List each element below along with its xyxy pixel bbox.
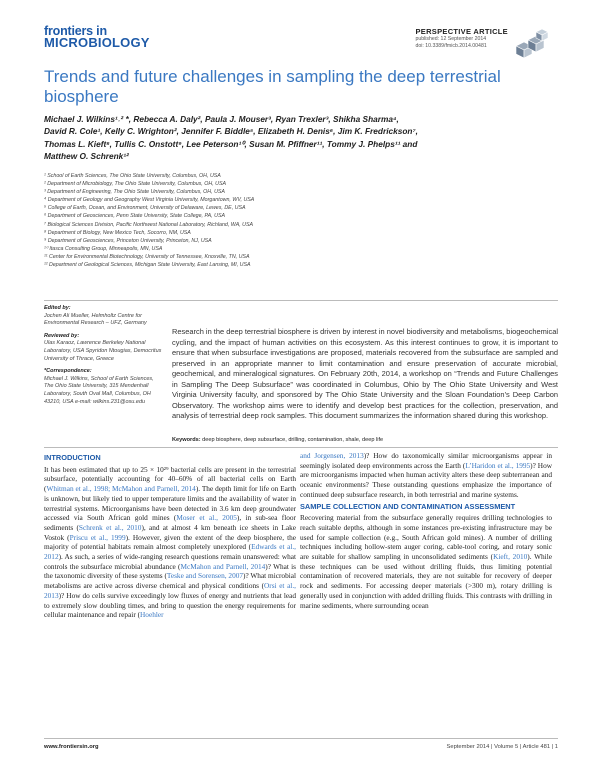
- section-heading-introduction: INTRODUCTION: [44, 453, 101, 462]
- affiliation: ³ Department of Engineering, The Ohio State University, Columbus, OH, USA: [44, 189, 225, 196]
- affiliation: ⁹ Department of Geosciences, Princeton University, Princeton, NJ, USA: [44, 237, 212, 244]
- citation-link[interactable]: Kieft, 2010: [493, 552, 528, 562]
- citation-link[interactable]: L’Haridon et al., 1995: [465, 460, 531, 470]
- article-meta: [415, 27, 508, 50]
- citation-link[interactable]: Edwards et al., 2012: [44, 542, 296, 562]
- keywords-label: Keywords:: [172, 437, 201, 443]
- divider: [44, 738, 558, 739]
- abstract: Research in the deep terrestrial biosphere is driven by interest in novel biodiversity and metabolisms, biogeochemical cycling, and the impact of human activities on this ecosystem. As this interest continues to grow, it is important to ensure that when subsurface investigations are proposed, materials recovered from the subsurface are sampled and preserved in an appropriate manner to limit contamination and ensure preservation of accurate microbial, geochemical, and mineralogical signatures. On February 20th, 2014, a workshop on “Trends and Future Challenges in Sampling The Deep Subsurface” was coordinated in Columbus, Ohio by The Ohio State University and West Virginia University faculty, and sponsored by The Ohio State University and the Sloan Foundation’s Deep Carbon Observatory. The workshop aims were to identify and develop best practices for the collection, preservation, and analysis of terrestrial deep rock samples. This document summarizes the information shared during this workshop.: [172, 327, 558, 420]
- journal-name-line1: frontiers in: [44, 24, 107, 38]
- affiliation: ⁶ Department of Geosciences, Penn State University, State College, PA, USA: [44, 213, 226, 220]
- reviewed-by-text: Ulas Karaoz, Lawrence Berkeley National Laboratory, USA Spyridon Ntougias, Democritus University of Thrace, Greece: [44, 340, 162, 362]
- journal-logo: [44, 26, 150, 49]
- correspondence-label: *Correspondence:: [44, 368, 92, 375]
- keywords: [172, 437, 558, 443]
- published-date: published: 12 September 2014: [415, 36, 487, 42]
- edited-by-text: Jochen Ali Mueller, Helmholtz Centre for Environmental Research – UFZ, Germany: [44, 312, 147, 327]
- article-title: Trends and future challenges in sampling the deep terrestrial biosphere: [44, 67, 501, 106]
- author-list: [44, 113, 544, 163]
- affiliation: ⁴ Department of Geology and Geography West Virginia University, Morgantown, WV, USA: [44, 197, 255, 204]
- author-line: Michael J. Wilkins¹˒² *, Rebecca A. Daly², Paula J. Mouser³, Ryan Trexler³, Shikha Sharma⁴,: [44, 114, 399, 124]
- citation-link[interactable]: Schrenk et al., 2010: [78, 522, 142, 532]
- affiliation: ² Department of Microbiology, The Ohio State University, Columbus, OH, USA: [44, 181, 227, 188]
- author-line: Thomas L. Kieft⁸, Tullis C. Onstott⁹, Lee Peterson¹⁰, Susan M. Pfiffner¹¹, Tommy J. Phelps¹¹ and: [44, 138, 418, 149]
- divider: [44, 447, 558, 448]
- affiliation: ⁵ College of Earth, Ocean, and Environment, University of Delaware, Lewes, DE, USA: [44, 205, 246, 212]
- citation-link[interactable]: and Jorgensen, 2013: [300, 451, 364, 460]
- affiliation: ⁸ Department of Biology, New Mexico Tech, Socorro, NM, USA: [44, 229, 191, 236]
- citation-link[interactable]: Priscu et al., 1999: [69, 532, 126, 542]
- edited-by-label: Edited by:: [44, 305, 71, 311]
- affiliation: ⁷ Biological Sciences Division, Pacific Northwest National Laboratory, Richland, WA, USA: [44, 221, 254, 228]
- reviewed-by-label: Reviewed by:: [44, 332, 80, 339]
- citation-link[interactable]: Moser et al., 2005: [176, 513, 237, 523]
- affiliation: ¹¹ Center for Environmental Biotechnology, University of Tennessee, Knoxville, TN, USA: [44, 253, 250, 260]
- paragraph: and Jorgensen, 2013)? How do taxonomically similar microorganisms appear in seemingly isolated deep environments across the Earth (L’Haridon et al., 1995)? How are microorganisms impacted when human activity alters these deep subterranean and oceanic environments? These outstanding questions emphasize the importance of continued deep subsurface research, in both terrestrial and marine systems.: [300, 451, 553, 499]
- frontiers-cube-icon: [510, 26, 556, 60]
- affiliation-list: [44, 172, 544, 269]
- body-column-right: [300, 451, 552, 610]
- divider: [44, 300, 558, 301]
- website-link[interactable]: www.frontiersin.org: [44, 744, 99, 750]
- citation-link[interactable]: Whitman et al., 1998; McMahon and Parnell, 2014: [46, 484, 196, 494]
- citation-link[interactable]: Teske and Sorensen, 2007: [166, 571, 244, 581]
- affiliation: ¹² Department of Geological Sciences, Michigan State University, East Lansing, MI, USA: [44, 262, 251, 269]
- issue-info: September 2014 | Volume 5 | Article 481 | 1: [446, 744, 558, 750]
- section-heading-sample-collection: SAMPLE COLLECTION AND CONTAMINATION ASSESSMENT: [300, 501, 516, 511]
- paragraph: Recovering material from the subsurface generally requires drilling technologies to reach suitable depths, although in some instances pre-existing infrastructure may be used for sample collection (e.g., South African gold mines). A number of drilling techniques including hollow-stem auger coring, cable-tool coring, and rotary sonic are suitable for shallow sampling in unconsolidated sediments (Kieft, 2010). While these techniques can be used without drilling fluids, thus limiting potential contamination of recovered materials, they are not suitable for recovery of deeper rock and sediments. For accessing deeper materials (>300 m), rotary drilling is generally used in conjunction with added drilling fluids. This contrasts with drilling in marine sediments, where surrounding ocean: [300, 513, 552, 610]
- keywords-text: deep biosphere, deep subsurface, drilling, contamination, shale, deep life: [202, 437, 384, 443]
- citation-link[interactable]: Orsi et al., 2013: [44, 581, 296, 600]
- editorial-sidebar: [44, 305, 162, 411]
- body-column-left: [44, 451, 296, 620]
- correspondence-text: Michael J. Wilkins, School of Earth Sciences, The Ohio State University, 315 Mendenhall Laboratory, South Oval Mall, Columbus, OH 43210, USA e-mail: wilkins.231@osu.edu: [44, 375, 154, 405]
- paragraph: It has been estimated that up to 25 × 10²⁹ bacterial cells are present in the terrestrial subsurface, potentially accounting for 40–60% of all bacterial cells on Earth (Whitman et al., 1998; McMahon and Parnell, 2014). The depth limit for life on Earth is unknown, but likely tied to upper temperature limits and the availability of water in terrestrial systems. Microorganisms have been detected in 3.6 km deep groundwater accessed via South African gold mines (Moser et al., 2005), in sub-sea floor sediments (Schrenk et al., 2010), and at almost 4 km beneath ice sheets in Lake Vostok (Priscu et al., 1999). However, given the extent of the deep biosphere, the majority of potential habitats remain almost completely unexplored (Edwards et al., 2012). As such, a series of wide-ranging research questions remain unanswered: what controls the subsurface microbial abundance (McMahon and Parnell, 2014)? What is the taxonomic diversity of these systems (Teske and Sorensen, 2007)? What microbial metabolisms are active across diverse chemical and physical conditions (Orsi et al., 2013)? How do cells survive exceedingly low fluxes of energy and nutrients that lead to extremely slow doubling times, and bring to question the energy requirements for cellular maintenance and repair (Hoehler: [44, 464, 297, 620]
- citation-link[interactable]: McMahon and Parnell, 2014: [180, 561, 266, 571]
- article-type: PERSPECTIVE ARTICLE: [415, 27, 508, 36]
- author-line: David R. Cole¹, Kelly C. Wrighton², Jennifer F. Biddle⁵, Elizabeth H. Denis⁶, Jim K. Fredrickson⁷,: [44, 126, 418, 137]
- affiliation: ¹⁰ Itasca Consulting Group, Minneapolis, MN, USA: [44, 245, 163, 252]
- citation-link[interactable]: Hoehler: [140, 610, 164, 620]
- journal-name-line2: MICROBIOLOGY: [44, 35, 150, 50]
- author-line: Matthew O. Schrenk¹²: [44, 151, 129, 162]
- doi: doi: 10.3389/fmicb.2014.00481: [415, 43, 487, 49]
- affiliation: ¹ School of Earth Sciences, The Ohio State University, Columbus, OH, USA: [44, 173, 221, 179]
